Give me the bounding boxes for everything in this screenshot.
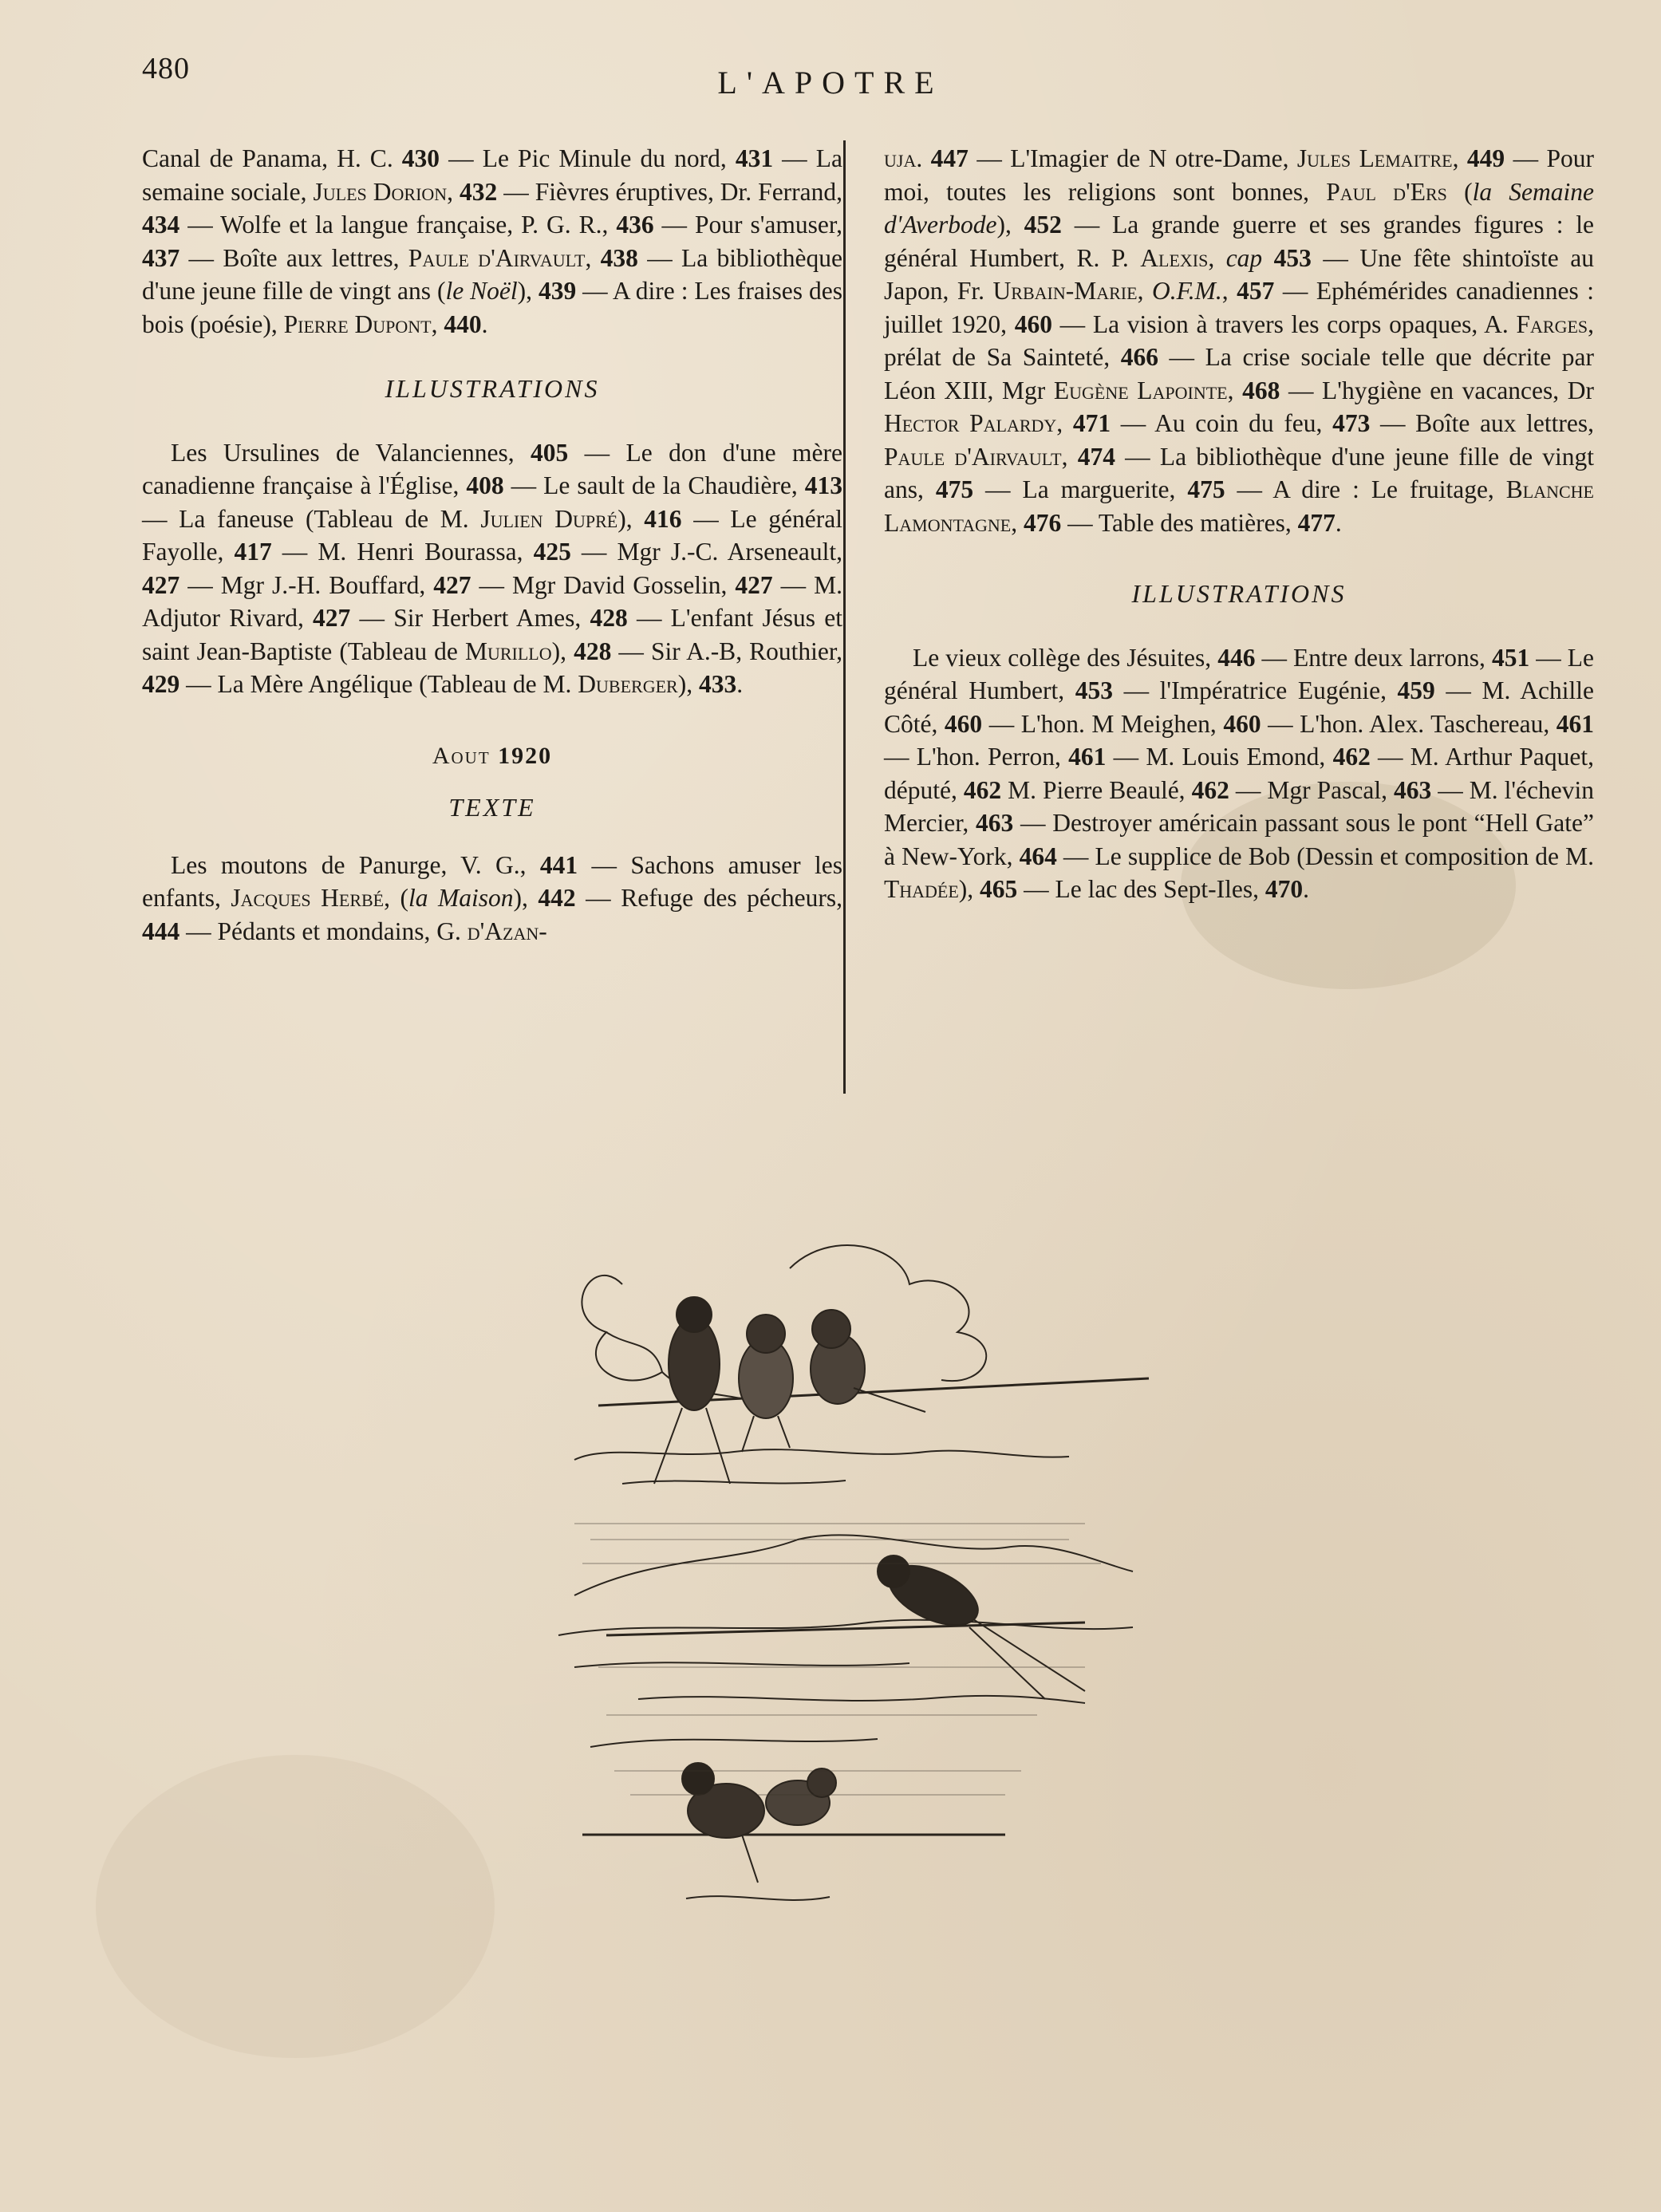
month-label: Aout (432, 742, 491, 769)
text-run: — M. Louis Emond, (1106, 743, 1333, 771)
hatching (574, 1524, 1101, 1795)
text-run: Duberger (578, 670, 678, 698)
text-run: cap (1225, 243, 1263, 272)
text-run: — La grande guerre et ses grandes figures : le général Humbert, R. P. (884, 211, 1595, 272)
text-run: 442 (538, 884, 576, 912)
text-run: Les moutons de Panurge, V. G., (171, 850, 540, 879)
text-run: , ( (384, 884, 409, 912)
text-run: 428 (590, 604, 628, 632)
text-run: , (1011, 508, 1024, 537)
text-run: 431 (735, 144, 774, 172)
text-run: 405 (530, 438, 569, 467)
text-run: , (585, 243, 601, 272)
text-run: M. Pierre Beaulé, (1001, 775, 1192, 804)
text-run: 470 (1264, 875, 1304, 903)
text-run: 451 (1491, 643, 1530, 672)
text-run: — Mgr J.-C. Arseneault, (570, 538, 842, 566)
bird-tail (742, 1835, 758, 1883)
text-run: 408 (466, 471, 504, 499)
left-texte-list (142, 849, 842, 948)
text-run: 461 (1556, 709, 1594, 738)
left-texte-continued (142, 142, 842, 341)
text-run: 447 (930, 144, 969, 172)
text-run: — Pour s'amuser, (653, 211, 842, 239)
right-column (884, 142, 1594, 906)
text-run: , (447, 177, 460, 206)
text-run: — L'Imagier de N otre-Dame, (968, 144, 1297, 172)
text-run: — L'hon. Alex. Taschereau, (1261, 709, 1556, 738)
text-run: 460 (1014, 310, 1052, 338)
bird-tail (969, 1619, 1085, 1699)
right-illustrations-list (884, 641, 1594, 906)
text-run: ), (996, 211, 1024, 239)
text-run: uja (884, 144, 917, 172)
text-run: — Boîte aux lettres, (1370, 409, 1594, 437)
text-run: 438 (600, 243, 638, 272)
text-run: 449 (1466, 144, 1505, 172)
hill (638, 1696, 1085, 1703)
text-run: . (481, 310, 488, 338)
text-run: Hector Palardy (884, 409, 1057, 437)
text-run: . (736, 670, 744, 698)
text-run: — L'hon. Perron, (884, 743, 1069, 771)
text-run: — La crise sociale telle que décrite par Léon XIII, Mgr (884, 343, 1594, 404)
text-run: — M. Henri Bourassa, (271, 538, 534, 566)
text-run: — Le supplice de Bob (Dessin et composition de M. (1056, 842, 1594, 870)
text-run: 460 (944, 709, 983, 738)
bird-tail (742, 1416, 790, 1452)
hill (558, 1620, 1133, 1635)
text-run: Le vieux collège des Jésuites, (913, 643, 1218, 672)
text-run: 427 (433, 570, 471, 599)
text-run: — Destroyer américain passant sous le pont “Hell Gate” à New-York, (884, 809, 1594, 870)
text-run: — Sachons amuser les enfants, (142, 850, 842, 912)
text-run: — Pédants et mondains, G. (180, 917, 468, 945)
text-run: . (1303, 875, 1309, 903)
text-run: — L'hon. M Meighen, (982, 709, 1224, 738)
text-run: , (1227, 376, 1243, 404)
left-column (142, 142, 842, 948)
text-run: — Le sault de la Chaudière, (503, 471, 805, 499)
text-run: Murillo (464, 637, 552, 665)
text-run: 416 (644, 504, 682, 533)
cloud-outline (574, 1449, 1069, 1460)
text-run: Alexis (1140, 243, 1209, 272)
text-run (1262, 244, 1273, 272)
bird-head (812, 1310, 850, 1348)
text-run: 464 (1019, 842, 1057, 870)
text-run: Eugène Lapointe (1053, 376, 1228, 404)
text-run: — Fièvres éruptives, Dr. Ferrand, (497, 177, 843, 206)
text-run: , (1061, 442, 1078, 471)
text-run: , (1452, 144, 1467, 172)
text-run: , (1056, 409, 1073, 437)
text-run: 427 (313, 604, 351, 632)
text-run: — La bibliothèque d'une jeune fille de vingt ans ( (142, 243, 842, 305)
text-run: , (1221, 277, 1237, 305)
text-run: 460 (1223, 709, 1261, 738)
bird-head (878, 1555, 909, 1587)
month-heading (142, 739, 842, 773)
bird-head (747, 1315, 785, 1353)
text-run: — Pour moi, toutes les religions sont bonnes, (884, 144, 1595, 206)
text-run: 427 (142, 570, 180, 599)
text-run: 462 (963, 775, 1002, 804)
text-run: — Boîte aux lettres, (180, 243, 408, 272)
text-run: — La Mère Angélique (Tableau de M. (180, 670, 578, 698)
text-run: 462 (1332, 743, 1371, 771)
text-run: — Le général Humbert, (884, 643, 1594, 704)
text-run: , prélat de Sa Sainteté, (884, 310, 1595, 371)
text-run: — M. Arthur Paquet, député, (884, 743, 1594, 804)
ground-line (686, 1896, 830, 1900)
text-run: — Wolfe et la langue française, P. G. R., (180, 211, 617, 239)
text-run: 427 (735, 570, 773, 599)
month-year: 1920 (498, 742, 553, 769)
text-run: le Noël (445, 277, 518, 305)
text-run: 473 (1332, 409, 1371, 437)
page-number: 480 (142, 52, 190, 85)
text-run: Julien Dupré (480, 504, 618, 533)
text-run: Canal de Panama, H. C. (142, 144, 402, 172)
text-run: ), (958, 875, 980, 903)
text-run: Blanche Lamontagne (884, 475, 1594, 537)
text-run: 461 (1068, 743, 1107, 771)
text-run: — Le Pic Minule du nord, (440, 144, 736, 172)
text-run: la Maison (408, 884, 514, 912)
text-run: Farges (1516, 310, 1588, 338)
text-run: — Entre deux larrons, (1255, 643, 1492, 672)
text-run: — Une fête shintoïste au Japon, Fr. (884, 243, 1595, 305)
text-run: — Au coin du feu, (1111, 409, 1333, 437)
text-run: 436 (616, 211, 654, 239)
text-run: 468 (1242, 376, 1280, 404)
text-run: — La bibliothèque d'une jeune fille de vingt ans, (884, 442, 1595, 503)
texte-heading: TEXTE (448, 793, 536, 822)
text-run: — Le lac des Sept-Iles, (1017, 875, 1265, 903)
text-run: ), (677, 670, 699, 698)
text-run: — L'enfant Jésus et saint Jean-Baptiste (Tableau de (142, 604, 842, 665)
text-run: 437 (142, 243, 180, 272)
text-run: — La marguerite, (973, 475, 1188, 503)
paper-stain (96, 1755, 495, 2058)
text-run: — Table des matières, (1061, 508, 1298, 537)
text-run: 444 (142, 917, 180, 945)
text-run: 446 (1217, 643, 1256, 672)
text-run: — La faneuse (Tableau de M. (142, 504, 481, 533)
text-run: la Semaine d'Averbode (884, 177, 1594, 239)
text-run: ), (617, 504, 645, 533)
left-illustrations-heading: ILLUSTRATIONS (385, 374, 600, 403)
text-run: Thadée (884, 875, 959, 903)
column-rule (843, 140, 846, 1094)
text-run: 417 (234, 538, 272, 566)
text-run: — Le général Fayolle, (142, 504, 842, 566)
text-run: . (916, 144, 931, 172)
text-run: — Mgr David Gosselin, (471, 570, 736, 599)
text-run: 428 (574, 637, 612, 665)
bird-tail (654, 1408, 730, 1484)
text-run: — M. Adjutor Rivard, (142, 570, 843, 632)
text-run: 466 (1120, 343, 1158, 371)
text-run: ), (517, 277, 539, 305)
text-run: 463 (976, 809, 1014, 837)
text-run: — Refuge des pécheurs, (575, 884, 842, 912)
text-run: 441 (539, 850, 578, 879)
text-run: — M. l'échevin Mercier, (884, 775, 1594, 837)
left-illustrations-list (142, 436, 842, 701)
text-run: Jules Dorion (313, 177, 448, 206)
text-run: , (1137, 277, 1152, 305)
text-run: ( (1446, 177, 1473, 206)
text-run: 465 (980, 875, 1018, 903)
text-run: — Mgr Pascal, (1229, 775, 1394, 804)
text-run: — Sir Herbert Ames, (350, 604, 590, 632)
text-run: — Ephémérides canadiennes : juillet 1920, (884, 277, 1595, 338)
text-run: Jules Lemaitre (1296, 144, 1453, 172)
text-run: 476 (1024, 508, 1062, 537)
swallows-on-wire-icon (527, 1220, 1165, 1938)
text-run: ), (551, 637, 574, 665)
text-run: , (431, 310, 444, 338)
text-run: ), (513, 884, 539, 912)
text-run: . (1335, 508, 1342, 537)
text-run: 434 (142, 211, 180, 239)
bird-head (682, 1763, 714, 1795)
text-run: Paul d'Ers (1326, 177, 1447, 206)
text-run: Urbain-Marie (992, 277, 1138, 305)
text-run: 432 (460, 177, 498, 206)
text-run: Pierre Dupont (283, 310, 432, 338)
text-run: , (1208, 243, 1226, 272)
text-run: 463 (1393, 775, 1432, 804)
text-run: 430 (401, 144, 440, 172)
text-run: d'Azan- (467, 917, 547, 945)
text-run: 459 (1397, 676, 1435, 704)
bird-head (807, 1768, 836, 1797)
text-run: 475 (935, 475, 974, 503)
hill (574, 1662, 909, 1667)
text-run: Jacques Herbé (231, 884, 385, 912)
text-run: — Le don d'une mère canadienne française à l'Église, (142, 438, 842, 499)
text-run: 452 (1024, 211, 1062, 239)
text-run: 462 (1191, 775, 1229, 804)
text-run: 425 (533, 538, 571, 566)
text-run: — La semaine sociale, (142, 144, 842, 206)
hill (590, 1739, 878, 1747)
running-head: L'APOTRE (717, 65, 944, 101)
hill (574, 1535, 1133, 1595)
text-run: 457 (1237, 277, 1275, 305)
text-run: 475 (1187, 475, 1225, 503)
text-run: Paule d'Airvault (408, 243, 586, 272)
right-illustrations-heading: ILLUSTRATIONS (1131, 579, 1347, 608)
text-run: 440 (444, 310, 482, 338)
text-run: 474 (1077, 442, 1115, 471)
cloud-outline (582, 1276, 662, 1381)
text-run: Paule d'Airvault (884, 442, 1062, 471)
bird-head (677, 1297, 712, 1332)
text-run: — L'hygiène en vacances, Dr (1280, 376, 1594, 404)
text-run: — l'Impératrice Eugénie, (1112, 676, 1398, 704)
text-run: 433 (698, 670, 737, 698)
text-run: — Sir A.-B, Routhier, (611, 637, 842, 665)
text-run: Les Ursulines de Valanciennes, (171, 438, 531, 467)
text-run: 477 (1297, 508, 1336, 537)
text-run: O.F.M. (1151, 277, 1222, 305)
text-run: — La vision à travers les corps opaques, A. (1052, 310, 1517, 338)
text-run: 429 (142, 670, 180, 698)
text-run: — A dire : Le fruitage, (1225, 475, 1506, 503)
text-run: 413 (804, 471, 842, 499)
text-run: — M. Achille Côté, (884, 676, 1594, 738)
text-run: 471 (1072, 409, 1111, 437)
text-run: — Mgr J.-H. Bouffard, (180, 570, 434, 599)
right-texte-list (884, 142, 1594, 539)
text-run: 453 (1273, 243, 1312, 272)
text-run: 453 (1075, 676, 1113, 704)
text-run: — A dire : Les fraises des bois (poésie), (142, 277, 842, 338)
text-run: 439 (538, 277, 577, 305)
